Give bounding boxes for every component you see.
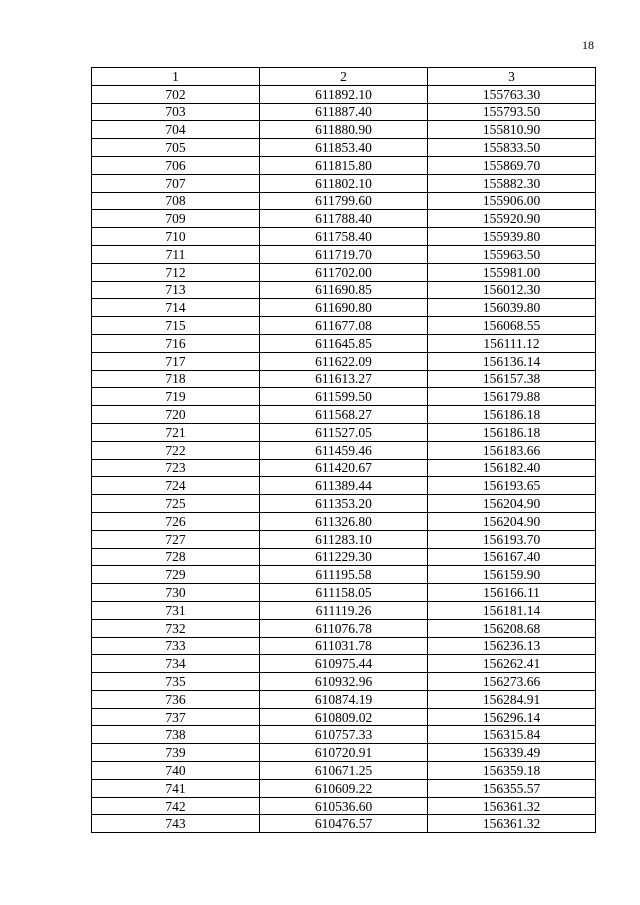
- table-row: [92, 388, 596, 406]
- table-row: [92, 103, 596, 121]
- table-row: [92, 762, 596, 780]
- x-coordinate-cell: 610932.96: [260, 673, 428, 691]
- point-number-cell: 727: [92, 530, 260, 548]
- y-coordinate-cell: 156193.70: [428, 530, 596, 548]
- y-coordinate-cell: 156236.13: [428, 637, 596, 655]
- table-row: [92, 299, 596, 317]
- x-coordinate-cell: 611527.05: [260, 423, 428, 441]
- point-number-cell: 715: [92, 317, 260, 335]
- table-row: [92, 744, 596, 762]
- point-number-cell: 730: [92, 584, 260, 602]
- table-row: [92, 334, 596, 352]
- y-coordinate-cell: 156284.91: [428, 690, 596, 708]
- x-coordinate-cell: 611677.08: [260, 317, 428, 335]
- coordinates-table: [91, 67, 596, 833]
- table-row: [92, 156, 596, 174]
- y-coordinate-cell: 156186.18: [428, 406, 596, 424]
- header-row: [92, 68, 596, 86]
- point-number-cell: 705: [92, 139, 260, 157]
- y-coordinate-cell: 156186.18: [428, 423, 596, 441]
- y-coordinate-cell: 156179.88: [428, 388, 596, 406]
- x-coordinate-cell: 611788.40: [260, 210, 428, 228]
- point-number-cell: 720: [92, 406, 260, 424]
- y-coordinate-cell: 156167.40: [428, 548, 596, 566]
- point-number-cell: 707: [92, 174, 260, 192]
- point-number-cell: 728: [92, 548, 260, 566]
- table-row: [92, 619, 596, 637]
- table-row: [92, 85, 596, 103]
- x-coordinate-cell: 611880.90: [260, 121, 428, 139]
- table-row: [92, 477, 596, 495]
- point-number-cell: 738: [92, 726, 260, 744]
- table-row: [92, 139, 596, 157]
- x-coordinate-cell: 611622.09: [260, 352, 428, 370]
- point-number-cell: 735: [92, 673, 260, 691]
- table-row: [92, 637, 596, 655]
- x-coordinate-cell: 610536.60: [260, 797, 428, 815]
- point-number-cell: 743: [92, 815, 260, 833]
- y-coordinate-cell: 156315.84: [428, 726, 596, 744]
- table-row: [92, 566, 596, 584]
- table-row: [92, 655, 596, 673]
- x-coordinate-cell: 611719.70: [260, 245, 428, 263]
- table-row: [92, 210, 596, 228]
- point-number-cell: 702: [92, 85, 260, 103]
- table-row: [92, 797, 596, 815]
- x-coordinate-cell: 611758.40: [260, 228, 428, 246]
- x-coordinate-cell: 611229.30: [260, 548, 428, 566]
- x-coordinate-cell: 610476.57: [260, 815, 428, 833]
- x-coordinate-cell: 611802.10: [260, 174, 428, 192]
- table-row: [92, 441, 596, 459]
- point-number-cell: 740: [92, 762, 260, 780]
- y-coordinate-cell: 156159.90: [428, 566, 596, 584]
- point-number-cell: 711: [92, 245, 260, 263]
- table-row: [92, 370, 596, 388]
- table-row: [92, 263, 596, 281]
- table-row: [92, 601, 596, 619]
- y-coordinate-cell: 156273.66: [428, 673, 596, 691]
- y-coordinate-cell: 155981.00: [428, 263, 596, 281]
- point-number-cell: 708: [92, 192, 260, 210]
- x-coordinate-cell: 611353.20: [260, 495, 428, 513]
- page-number: 18: [582, 38, 594, 52]
- y-coordinate-cell: 156361.32: [428, 815, 596, 833]
- y-coordinate-cell: 155793.50: [428, 103, 596, 121]
- x-coordinate-cell: 611076.78: [260, 619, 428, 637]
- point-number-cell: 719: [92, 388, 260, 406]
- table-row: [92, 459, 596, 477]
- table-row: [92, 281, 596, 299]
- x-coordinate-cell: 610609.22: [260, 779, 428, 797]
- x-coordinate-cell: 611568.27: [260, 406, 428, 424]
- y-coordinate-cell: 156111.12: [428, 334, 596, 352]
- y-coordinate-cell: 156166.11: [428, 584, 596, 602]
- point-number-cell: 732: [92, 619, 260, 637]
- point-number-cell: 736: [92, 690, 260, 708]
- point-number-cell: 718: [92, 370, 260, 388]
- y-coordinate-cell: 156204.90: [428, 495, 596, 513]
- y-coordinate-cell: 155810.90: [428, 121, 596, 139]
- x-coordinate-cell: 611690.85: [260, 281, 428, 299]
- x-coordinate-cell: 611815.80: [260, 156, 428, 174]
- table-body: [92, 85, 596, 832]
- y-coordinate-cell: 156136.14: [428, 352, 596, 370]
- y-coordinate-cell: 156204.90: [428, 512, 596, 530]
- table-row: [92, 584, 596, 602]
- y-coordinate-cell: 155939.80: [428, 228, 596, 246]
- point-number-cell: 737: [92, 708, 260, 726]
- y-coordinate-cell: 156208.68: [428, 619, 596, 637]
- table-row: [92, 406, 596, 424]
- table-row: [92, 815, 596, 833]
- y-coordinate-cell: 155906.00: [428, 192, 596, 210]
- y-coordinate-cell: 156182.40: [428, 459, 596, 477]
- table-row: [92, 352, 596, 370]
- x-coordinate-cell: 610671.25: [260, 762, 428, 780]
- point-number-cell: 731: [92, 601, 260, 619]
- y-coordinate-cell: 156068.55: [428, 317, 596, 335]
- y-coordinate-cell: 156361.32: [428, 797, 596, 815]
- x-coordinate-cell: 611853.40: [260, 139, 428, 157]
- table-row: [92, 726, 596, 744]
- table-row: [92, 495, 596, 513]
- x-coordinate-cell: 611702.00: [260, 263, 428, 281]
- header-cell-3: 3: [428, 68, 596, 86]
- table-row: [92, 174, 596, 192]
- table-row: [92, 228, 596, 246]
- point-number-cell: 710: [92, 228, 260, 246]
- y-coordinate-cell: 155869.70: [428, 156, 596, 174]
- table-header: [92, 68, 596, 86]
- point-number-cell: 739: [92, 744, 260, 762]
- table-row: [92, 708, 596, 726]
- point-number-cell: 742: [92, 797, 260, 815]
- table-row: [92, 121, 596, 139]
- x-coordinate-cell: 611195.58: [260, 566, 428, 584]
- x-coordinate-cell: 611613.27: [260, 370, 428, 388]
- table-row: [92, 673, 596, 691]
- point-number-cell: 717: [92, 352, 260, 370]
- x-coordinate-cell: 610874.19: [260, 690, 428, 708]
- x-coordinate-cell: 611283.10: [260, 530, 428, 548]
- y-coordinate-cell: 155882.30: [428, 174, 596, 192]
- y-coordinate-cell: 155833.50: [428, 139, 596, 157]
- x-coordinate-cell: 611459.46: [260, 441, 428, 459]
- header-cell-2: 2: [260, 68, 428, 86]
- y-coordinate-cell: 155963.50: [428, 245, 596, 263]
- point-number-cell: 725: [92, 495, 260, 513]
- point-number-cell: 733: [92, 637, 260, 655]
- point-number-cell: 713: [92, 281, 260, 299]
- y-coordinate-cell: 156181.14: [428, 601, 596, 619]
- table-row: [92, 548, 596, 566]
- table-row: [92, 690, 596, 708]
- table-row: [92, 512, 596, 530]
- point-number-cell: 703: [92, 103, 260, 121]
- point-number-cell: 716: [92, 334, 260, 352]
- x-coordinate-cell: 611892.10: [260, 85, 428, 103]
- table-row: [92, 530, 596, 548]
- y-coordinate-cell: 156359.18: [428, 762, 596, 780]
- x-coordinate-cell: 611645.85: [260, 334, 428, 352]
- table-row: [92, 423, 596, 441]
- y-coordinate-cell: 155763.30: [428, 85, 596, 103]
- point-number-cell: 724: [92, 477, 260, 495]
- x-coordinate-cell: 611599.50: [260, 388, 428, 406]
- x-coordinate-cell: 610757.33: [260, 726, 428, 744]
- x-coordinate-cell: 611887.40: [260, 103, 428, 121]
- x-coordinate-cell: 610975.44: [260, 655, 428, 673]
- y-coordinate-cell: 155920.90: [428, 210, 596, 228]
- y-coordinate-cell: 156339.49: [428, 744, 596, 762]
- table-row: [92, 245, 596, 263]
- y-coordinate-cell: 156296.14: [428, 708, 596, 726]
- y-coordinate-cell: 156157.38: [428, 370, 596, 388]
- point-number-cell: 706: [92, 156, 260, 174]
- x-coordinate-cell: 611119.26: [260, 601, 428, 619]
- y-coordinate-cell: 156012.30: [428, 281, 596, 299]
- header-cell-1: 1: [92, 68, 260, 86]
- y-coordinate-cell: 156039.80: [428, 299, 596, 317]
- x-coordinate-cell: 611389.44: [260, 477, 428, 495]
- point-number-cell: 712: [92, 263, 260, 281]
- x-coordinate-cell: 611420.67: [260, 459, 428, 477]
- point-number-cell: 704: [92, 121, 260, 139]
- point-number-cell: 721: [92, 423, 260, 441]
- y-coordinate-cell: 156355.57: [428, 779, 596, 797]
- table-row: [92, 779, 596, 797]
- x-coordinate-cell: 611326.80: [260, 512, 428, 530]
- point-number-cell: 709: [92, 210, 260, 228]
- x-coordinate-cell: 610809.02: [260, 708, 428, 726]
- y-coordinate-cell: 156193.65: [428, 477, 596, 495]
- point-number-cell: 734: [92, 655, 260, 673]
- table-row: [92, 317, 596, 335]
- point-number-cell: 714: [92, 299, 260, 317]
- x-coordinate-cell: 611799.60: [260, 192, 428, 210]
- table-row: [92, 192, 596, 210]
- point-number-cell: 723: [92, 459, 260, 477]
- point-number-cell: 729: [92, 566, 260, 584]
- x-coordinate-cell: 610720.91: [260, 744, 428, 762]
- y-coordinate-cell: 156262.41: [428, 655, 596, 673]
- point-number-cell: 741: [92, 779, 260, 797]
- point-number-cell: 726: [92, 512, 260, 530]
- x-coordinate-cell: 611158.05: [260, 584, 428, 602]
- x-coordinate-cell: 611690.80: [260, 299, 428, 317]
- y-coordinate-cell: 156183.66: [428, 441, 596, 459]
- x-coordinate-cell: 611031.78: [260, 637, 428, 655]
- point-number-cell: 722: [92, 441, 260, 459]
